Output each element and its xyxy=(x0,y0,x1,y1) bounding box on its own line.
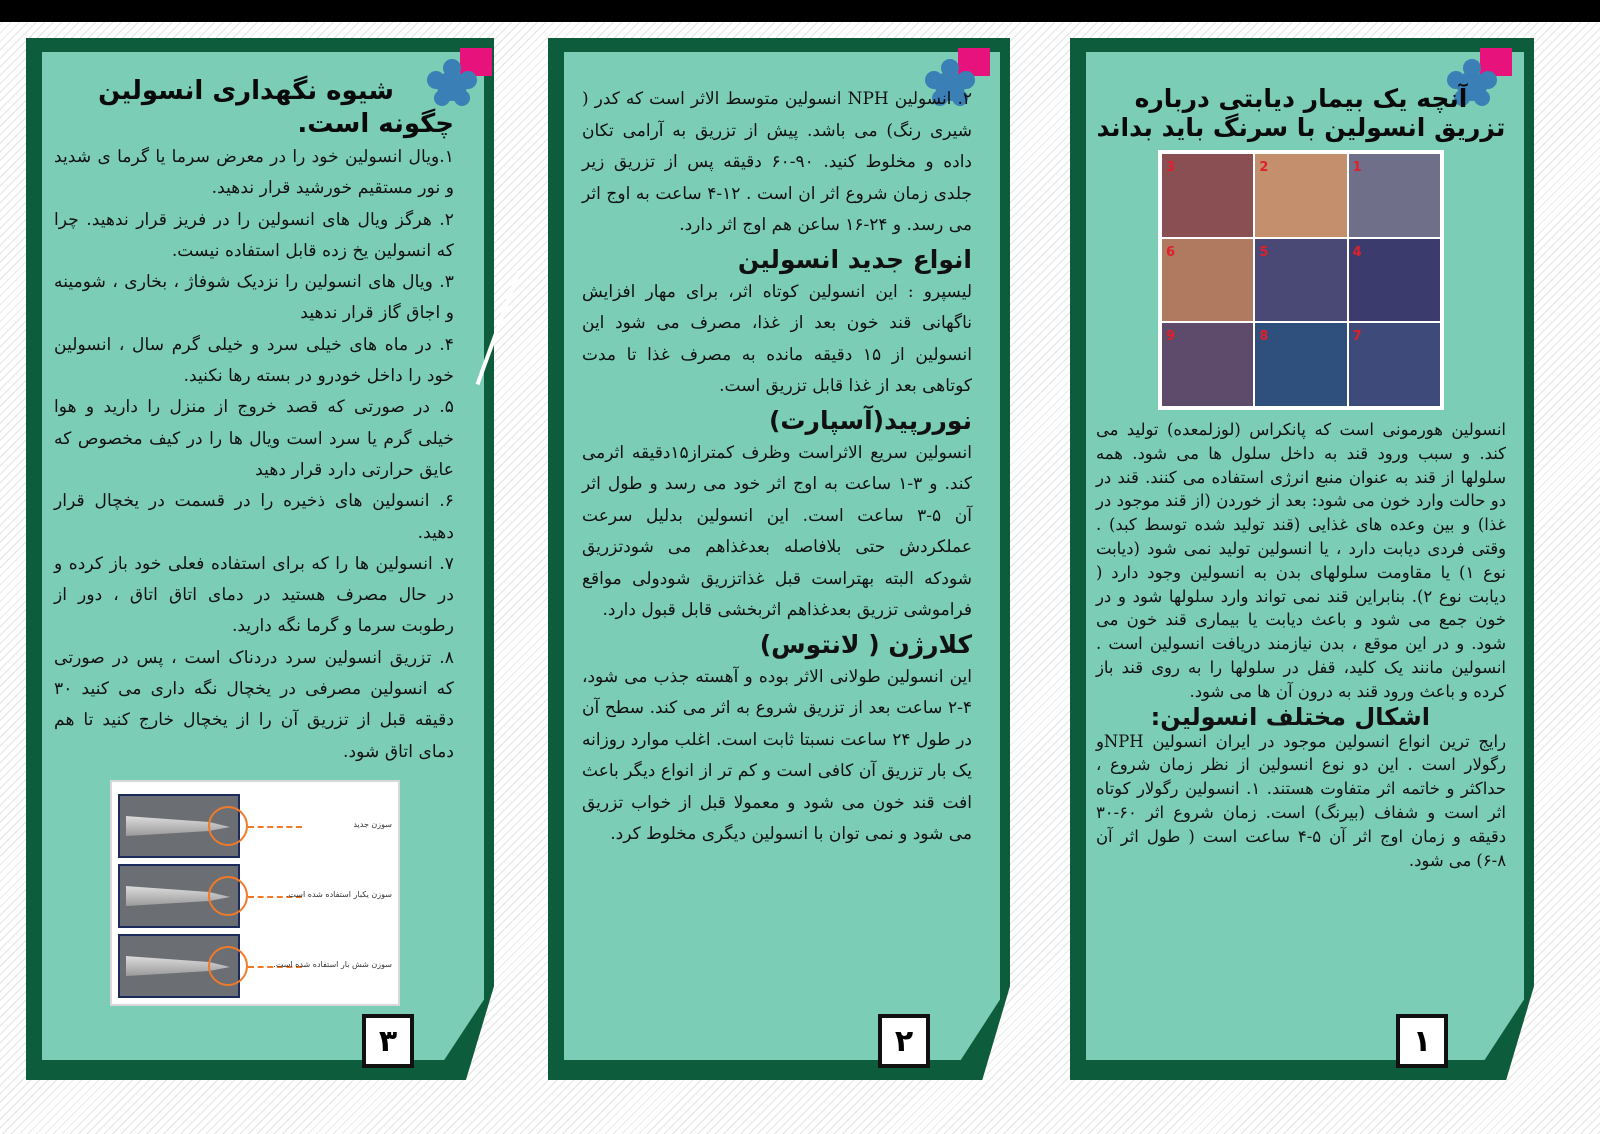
flower-petal xyxy=(1463,59,1481,77)
section-heading: اشکال مختلف انسولین: xyxy=(1150,702,1430,731)
photo-step xyxy=(1162,154,1253,237)
list-item: ۵. در صورتی که قصد خروج از منزل را دارید و هوا خیلی گرم یا سرد است ویال ها را در کیف مخصوص که عایق حرارتی دارد قرار دهید xyxy=(54,397,454,480)
flower-petal xyxy=(941,59,959,77)
panel-title-line1: شیوه نگهداری انسولین xyxy=(98,76,394,106)
panel-new-insulin-types xyxy=(548,38,1010,1080)
highlight-circle xyxy=(208,876,248,916)
list-item: ۴. در ماه های خیلی سرد و خیلی گرم سال ، انسولین خود را داخل خودرو در بسته رها نکنید. xyxy=(54,334,454,387)
paragraph: رایج ترین انواع انسولین موجود در ایران انسولین NPHو رگولار است . این دو نوع انسولین از نظر زمان شروع ، حداکثر و خاتمه اثر متفاوت هستند. ۱. انسولین رگولار کوتاه اثر است و شفاف (بیرنگ) است. زمان شروع اثر ۶۰-۳۰ دقیقه و زمان اوج اثر آن ۵-۴ ساعت است ( طول اثر آن ۸-۶) می شود. xyxy=(1096,731,1507,870)
photo-step xyxy=(1162,323,1253,406)
step-number: 9 xyxy=(1166,329,1176,345)
paragraph: این انسولین طولانی الاثر بوده و آهسته جذب می شود، ۴-۲ ساعت بعد از تزریق شروع به اثر می کند. سطح آن در طول ۲۴ ساعت نسبتا ثابت است. اغلب موارد روزانه یک بار تزریق آن کافی است و کم تر از انواع دیگر باعث افت قند خون می شود و معمولا قبل از خواب تزریق می شود و نمی توان با انسولین دیگری مخلوط کرد. xyxy=(582,666,972,844)
panel-title-line1: آنچه یک بیمار دیابتی درباره xyxy=(1134,84,1468,113)
photo-step xyxy=(1255,239,1346,322)
photo-step xyxy=(1349,239,1440,322)
paragraph: لیسپرو : این انسولین کوتاه اثر، برای مهار افزایش ناگهانی قند خون بعد از غذا، مصرف می شود این انسولین از ۱۵ دقیقه مانده به مصرف غذا تا مدت کوتاهی بعد از غذا قابل تزریق است. xyxy=(582,281,972,396)
step-number: 2 xyxy=(1259,160,1269,175)
panel-intro xyxy=(1070,38,1534,1080)
section-heading: کلارژن ( لانتوس) xyxy=(759,629,972,659)
section-heading: نوررپید(آسپارت) xyxy=(769,405,972,435)
flower-petal xyxy=(443,59,461,77)
needle-label: سوزن یکبار استفاده شده است. xyxy=(285,890,392,899)
photo-step xyxy=(1349,154,1440,237)
photo-step xyxy=(1349,323,1440,406)
needle-label: سوزن شش بار استفاده شده است. xyxy=(273,960,392,969)
page-number: ۳ xyxy=(362,1014,414,1068)
step-number: 8 xyxy=(1259,329,1269,345)
highlight-circle xyxy=(208,806,248,846)
injection-steps-photo xyxy=(1158,150,1444,410)
photo-step xyxy=(1255,154,1346,237)
list-item: ۷. انسولین ها را که برای استفاده فعلی خود باز کرده و در حال مصرف هستید در دمای اتاق اتاق ، دور از رطوبت سرما و گرما نگه دارید. xyxy=(54,553,454,637)
panel-storage xyxy=(26,38,494,1080)
panel-title-line2: چگونه است. xyxy=(297,109,454,139)
flower-petal xyxy=(459,71,477,89)
step-number: 3 xyxy=(1166,160,1176,175)
list-item: ۱.ویال انسولین خود را در معرض سرما یا گرما ی شدید و نور مستقیم خورشید قرار ندهید. xyxy=(54,147,454,199)
step-number: 7 xyxy=(1352,329,1362,345)
panel-content xyxy=(582,84,972,851)
section-heading: انواع جدید انسولین xyxy=(737,244,972,274)
panel-content xyxy=(1096,84,1506,872)
list-item: ۶. انسولین های ذخیره را در قسمت در یخچال قرار دهید. xyxy=(54,491,454,543)
photo-step xyxy=(1255,323,1346,406)
needle-comparison-figure xyxy=(110,780,400,1006)
panel-title-line2: تزریق انسولین با سرنگ باید بداند xyxy=(1096,113,1506,142)
list-item: ۳. ویال های انسولین را نزدیک شوفاژ ، بخاری ، شومینه و اجاق گاز قرار ندهید xyxy=(54,272,454,324)
list-item: ۸. تزریق انسولین سرد دردناک است ، پس در صورتی که انسولین مصرفی در یخچال نگه داری می کنید ۳۰ دقیقه قبل از تزریق آن را از یخچال خارج کنید تا هم دمای اتاق شود. xyxy=(54,647,454,762)
paragraph: انسولین سریع الاثراست وظرف کمتراز۱۵دقیقه اثرمی کند. و ۳-۱ ساعت به اوج اثر خود می رسد و طول اثر آن ۵-۳ ساعت است. این انسولین بدلیل سرعت عملکردش حتی بلافاصله بعدغذاهم می شودتزریق شودکه البته بهتراست قبل غذاتزریق شودولی مواقع فراموشی تزریق بعدغذاهم اثربخشی قابل قبول دارد. xyxy=(582,442,973,620)
step-number: 6 xyxy=(1166,244,1176,260)
step-number: 1 xyxy=(1352,160,1362,175)
paragraph: انسولین هورمونی است که پانکراس (لوزلمعده) تولید می کند. و سبب ورود قند به داخل سلول ها می شود. همه سلولها از قند به عنوان منبع انرژی استفاده می کنند. قند در دو حالت وارد خون می شود: بعد از خوردن (از قند موجود در غذا) و بین وعده های غذایی (قند تولید شده توسط کبد) . وقتی فردی دیابت دارد ، یا انسولین تولید نمی شود (دیابت نوع ۱) یا مقاومت سلولهای بدن به انسولین وجود دارد ( دیابت نوع ۲). بنابراین قند نمی تواند وارد سلولها شود و در خون جمع می شود و باعث دیابت یا بیماری قند خون می شود. و در این موقع ، بدن نیازمند دریافت انسولین است . انسولین مانند یک کلید، قفل در سلولها را به روی قند باز کرده و باعث ورود قند به درون آن ها می شود. xyxy=(1096,420,1506,701)
panel-content xyxy=(54,78,454,768)
flower-petal xyxy=(454,90,470,106)
highlight-circle xyxy=(208,946,248,986)
paragraph-npH: ۲. انسولین NPH انسولین متوسط الاثر است که کدر ( شیری رنگ) می باشد. پیش از تزریق به آرامی تکان داده و مخلوط کنید. ۹۰-۶۰ دقیقه پس از تزریق زیر جلدی زمان شروع اثر ان است . ۱۲-۴ ساعت به اوج اثر می رسد. و ۲۴-۱۶ ساعن هم اوج اثر دارد. xyxy=(582,89,972,235)
page-number: ۲ xyxy=(878,1014,930,1068)
step-number: 4 xyxy=(1352,244,1362,260)
step-number: 5 xyxy=(1259,244,1269,260)
page-number: ۱ xyxy=(1396,1014,1448,1068)
top-black-bar xyxy=(0,0,1600,22)
needle-label: سوزن جدید xyxy=(353,820,392,829)
photo-step xyxy=(1162,239,1253,322)
list-item: ۲. هرگز ویال های انسولین را در فریز قرار ندهید. چرا که انسولین یخ زده قابل استفاده نیست. xyxy=(54,209,454,261)
pointer-line xyxy=(248,826,302,828)
